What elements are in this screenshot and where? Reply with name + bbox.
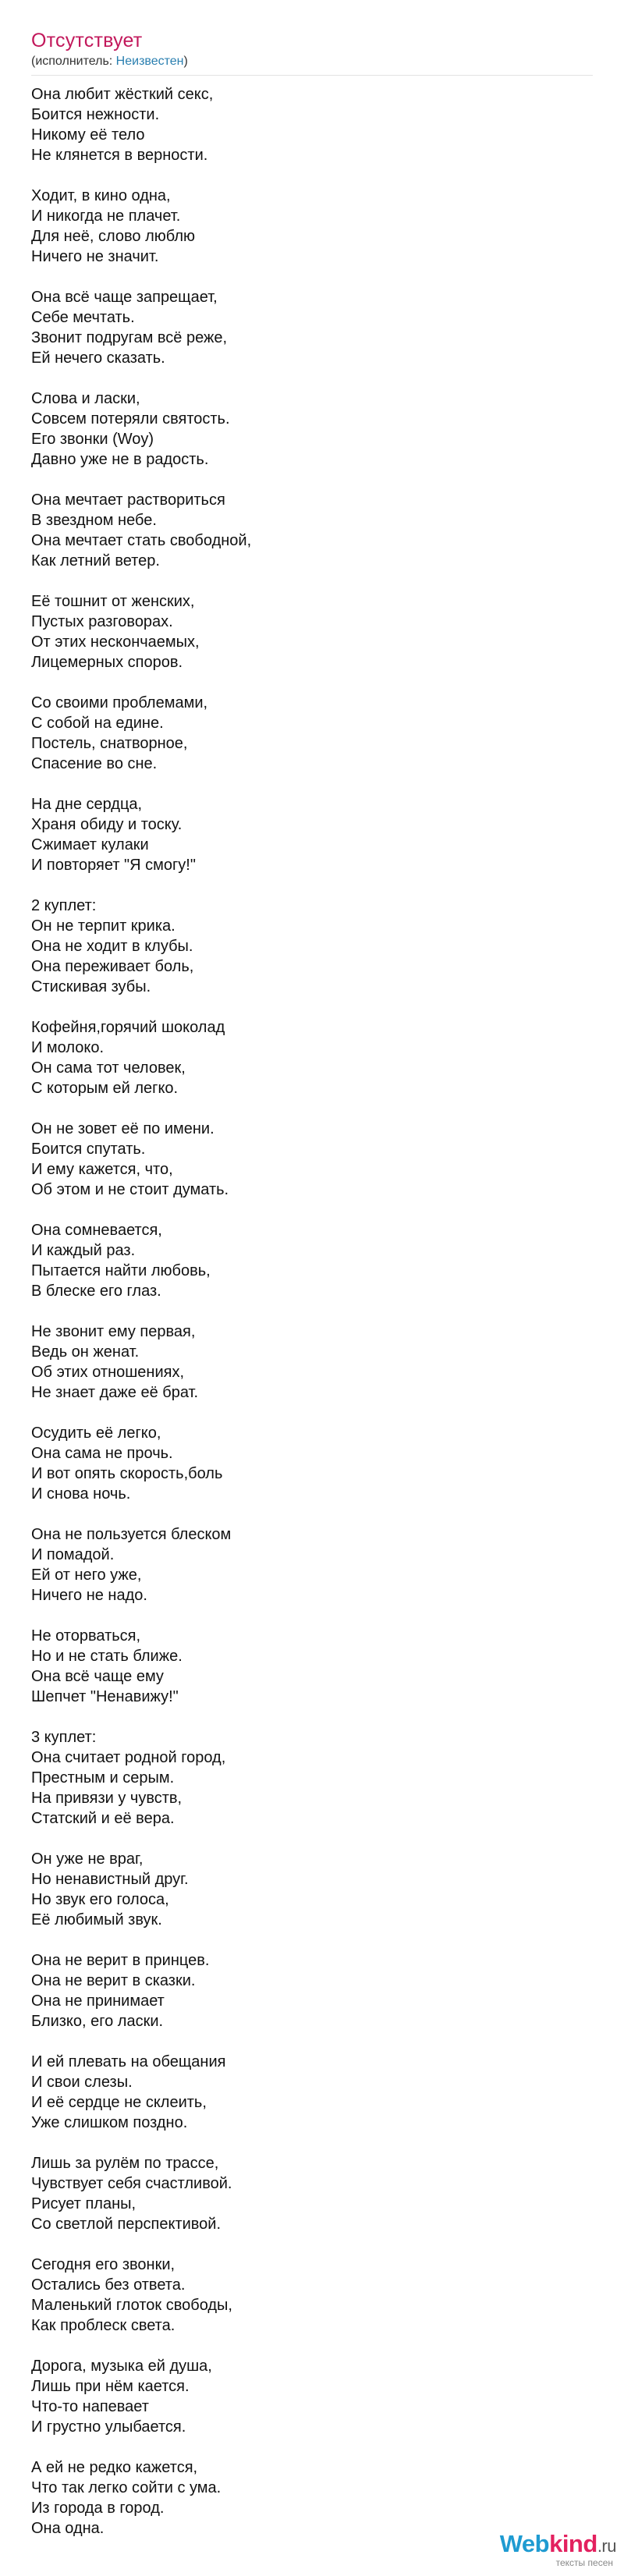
lyric-line: Совсем потеряли святость. <box>31 410 230 428</box>
lyric-line: Она мечтает раствориться <box>31 491 225 509</box>
lyric-line: Лишь за рулём по трассе, <box>31 2155 219 2172</box>
lyric-line: Слова и ласки, <box>31 390 140 407</box>
lyric-line: На привязи у чувств, <box>31 1790 183 1807</box>
logo-wordmark: Webkind.ru <box>499 2530 616 2557</box>
lyric-line: Престным и серым. <box>31 1769 175 1787</box>
lyric-line: И грустно улыбается. <box>31 2418 186 2436</box>
lyric-line: Она не пользуется блеском <box>31 1526 232 1543</box>
lyric-line: И помадой. <box>31 1546 115 1563</box>
lyric-line: Сегодня его звонки, <box>31 2256 176 2273</box>
stanza <box>31 389 577 470</box>
lyric-line: Боится нежности. <box>31 106 160 123</box>
lyric-line: Что-то напевает <box>31 2398 149 2415</box>
stanza <box>31 1322 577 1403</box>
lyric-line: Храня обиду и тоску. <box>31 816 183 833</box>
lyric-line: И ей плевать на обещания <box>31 2053 226 2070</box>
lyric-line: И свои слезы. <box>31 2074 133 2091</box>
lyric-line: Шепчет "Ненавижу!" <box>31 1688 179 1705</box>
lyric-line: Давно уже не в радость. <box>31 451 209 468</box>
lyric-line: Он не терпит крика. <box>31 917 176 935</box>
stanza <box>31 1626 577 1707</box>
lyric-line: Она всё чаще ему <box>31 1668 164 1685</box>
lyric-line: Чувствует себя счастливой. <box>31 2175 232 2192</box>
lyric-line: Её любимый звук. <box>31 1911 162 1928</box>
lyric-line: Не знает даже её брат. <box>31 1384 199 1401</box>
lyric-line: Не звонит ему первая, <box>31 1323 196 1340</box>
lyric-line: А ей не редко кажется, <box>31 2459 198 2476</box>
lyric-line: Она не ходит в клубы. <box>31 938 193 955</box>
stanza <box>31 186 577 267</box>
lyric-line: Он уже не враг, <box>31 1850 144 1868</box>
lyric-line: Спасение во сне. <box>31 755 158 772</box>
lyric-line: Она переживает боль, <box>31 958 194 975</box>
lyric-line: Осудить её легко, <box>31 1425 161 1442</box>
lyric-line: Остались без ответа. <box>31 2276 186 2294</box>
lyric-line: Но и не стать ближе. <box>31 1648 183 1665</box>
lyric-line: И снова ночь. <box>31 1485 131 1503</box>
lyric-line: Ведь он женат. <box>31 1343 140 1361</box>
lyric-line: 3 куплет: <box>31 1729 97 1746</box>
lyric-line: Об этих отношениях, <box>31 1364 185 1381</box>
lyric-line: От этих нескончаемых, <box>31 633 200 651</box>
lyric-line: Не оторваться, <box>31 1627 141 1645</box>
lyric-line: Она не верит в принцев. <box>31 1952 210 1969</box>
lyric-line: С которым ей легко. <box>31 1080 179 1097</box>
stanza <box>31 693 577 774</box>
stanza <box>31 1220 577 1301</box>
lyric-line: В блеске его глаз. <box>31 1283 161 1300</box>
stanza <box>31 2255 577 2336</box>
stanza <box>31 1950 577 2031</box>
lyric-line: Пустых разговорах. <box>31 613 173 630</box>
stanza <box>31 2052 577 2133</box>
meta-prefix: (исполнитель: <box>31 55 116 68</box>
lyric-line: И повторяет "Я смогу!" <box>31 857 196 874</box>
lyric-line: На дне сердца, <box>31 796 143 813</box>
stanza <box>31 84 577 165</box>
stanza <box>31 1017 577 1098</box>
lyric-line: Она всё чаще запрещает, <box>31 289 218 306</box>
lyric-line: Об этом и не стоит думать. <box>31 1181 229 1198</box>
divider <box>31 75 593 76</box>
lyric-line: Её тошнит от женских, <box>31 593 195 610</box>
stanza <box>31 896 577 997</box>
lyric-line: Дорога, музыка ей душа, <box>31 2358 212 2375</box>
lyric-line: Она любит жёсткий секс, <box>31 86 214 103</box>
stanza <box>31 1727 577 1829</box>
lyric-line: Ей нечего сказать. <box>31 349 165 367</box>
lyric-line: Сжимает кулаки <box>31 836 149 853</box>
lyric-line: Она сомневается, <box>31 1222 162 1239</box>
lyric-line: И каждый раз. <box>31 1242 136 1259</box>
stanza <box>31 2457 577 2539</box>
lyrics-text <box>31 84 577 2539</box>
stanza <box>31 2356 577 2437</box>
lyric-line: С собой на едине. <box>31 715 164 732</box>
lyric-line: Он сама тот человек, <box>31 1059 186 1077</box>
lyric-line: Она не верит в сказки. <box>31 1972 196 1989</box>
lyric-line: Она считает родной город, <box>31 1749 226 1766</box>
lyric-line: Близко, его ласки. <box>31 2013 164 2030</box>
artist-link[interactable]: Неизвестен <box>115 55 184 68</box>
lyric-line: Ей от него уже, <box>31 1567 142 1584</box>
lyric-line: Со светлой перспективой. <box>31 2216 222 2233</box>
lyric-line: Постель, снатворное, <box>31 735 188 752</box>
lyric-line: Ничего не надо. <box>31 1587 147 1604</box>
stanza <box>31 2153 577 2234</box>
lyric-line: Боится спутать. <box>31 1141 146 1158</box>
lyric-line: Пытается найти любовь, <box>31 1262 211 1279</box>
lyric-line: Она сама не прочь. <box>31 1445 173 1462</box>
lyric-line: И её сердце не склеить, <box>31 2094 207 2111</box>
lyric-line: Его звонки (Woy) <box>31 431 154 448</box>
lyric-line: Он не зовет её по имени. <box>31 1120 214 1137</box>
lyric-line: Лишь при нём кается. <box>31 2378 190 2395</box>
lyric-line: Со своими проблемами, <box>31 694 208 711</box>
stanza <box>31 591 577 672</box>
lyric-line: Не клянется в верности. <box>31 147 208 164</box>
lyric-line: Но звук его голоса, <box>31 1891 169 1908</box>
lyric-line: И никогда не плачет. <box>31 208 181 225</box>
lyric-line: Кофейня,горячий шоколад <box>31 1019 225 1036</box>
lyric-line: Ничего не значит. <box>31 248 159 265</box>
logo-tagline: тексты песен <box>555 2557 613 2568</box>
meta-suffix: ) <box>183 55 188 68</box>
stanza <box>31 490 577 571</box>
lyric-line: 2 куплет: <box>31 897 97 914</box>
song-meta <box>31 55 188 69</box>
lyric-line: Что так легко сойти с ума. <box>31 2479 222 2496</box>
lyric-line: И ему кажется, что, <box>31 1161 173 1178</box>
lyric-line: И молоко. <box>31 1039 105 1056</box>
lyric-line: В звездном небе. <box>31 512 157 529</box>
lyric-line: Как летний ветер. <box>31 552 160 569</box>
lyric-line: Она мечтает стать свободной, <box>31 532 252 549</box>
lyric-line: Как проблеск света. <box>31 2317 176 2334</box>
lyric-line: Стискивая зубы. <box>31 978 151 995</box>
stanza <box>31 1524 577 1606</box>
lyric-line: Она одна. <box>31 2520 105 2537</box>
lyric-line: И вот опять скорость,боль <box>31 1465 223 1482</box>
lyric-line: Статский и её вера. <box>31 1810 175 1827</box>
lyric-line: Но ненавистный друг. <box>31 1871 189 1888</box>
lyric-line: Ходит, в кино одна, <box>31 187 171 204</box>
lyric-line: Уже слишком поздно. <box>31 2114 188 2131</box>
lyric-line: Рисует планы, <box>31 2195 136 2212</box>
lyric-line: Из города в город. <box>31 2500 165 2517</box>
lyric-line: Она не принимает <box>31 1992 165 2010</box>
stanza <box>31 1849 577 1930</box>
stanza <box>31 794 577 875</box>
page-title: Отсутствует <box>31 30 143 51</box>
lyric-line: Лицемерных споров. <box>31 654 183 671</box>
stanza <box>31 287 577 368</box>
lyric-line: Себе мечтать. <box>31 309 135 326</box>
site-logo[interactable] <box>500 2532 616 2568</box>
lyric-line: Звонит подругам всё реже, <box>31 329 228 346</box>
lyric-line: Маленький глоток свободы, <box>31 2297 232 2314</box>
stanza <box>31 1423 577 1504</box>
lyric-line: Для неё, слово люблю <box>31 228 195 245</box>
stanza <box>31 1119 577 1200</box>
lyric-line: Никому её тело <box>31 126 145 144</box>
